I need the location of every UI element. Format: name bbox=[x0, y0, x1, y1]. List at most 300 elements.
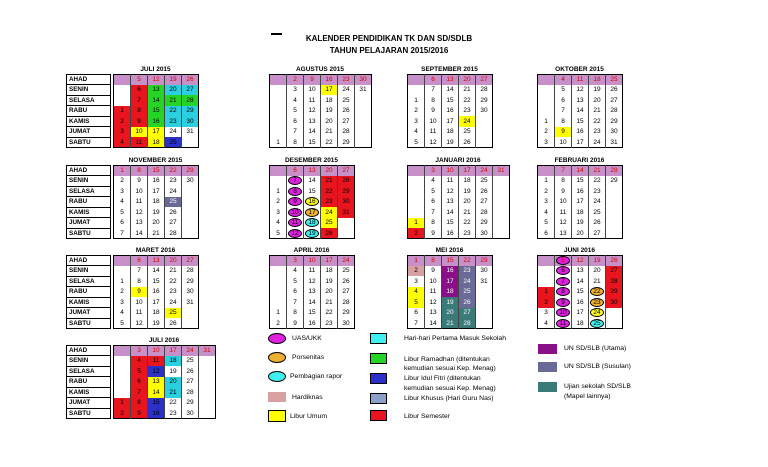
date-cell: 25 bbox=[165, 137, 182, 148]
date-cell bbox=[199, 366, 216, 377]
date-cell bbox=[304, 207, 321, 218]
date-cell: 24 bbox=[338, 256, 355, 266]
date-cell: 1 bbox=[270, 186, 287, 197]
date-cell: 23 bbox=[589, 127, 606, 138]
date-cell: 12 bbox=[131, 318, 148, 329]
date-cell: 6 bbox=[131, 85, 148, 96]
date-cell: 12 bbox=[304, 276, 321, 287]
date-cell: 16 bbox=[148, 287, 165, 298]
date-oval: 16 bbox=[305, 197, 319, 206]
date-cell: 17 bbox=[321, 256, 338, 266]
date-cell: 23 bbox=[321, 197, 338, 208]
date-cell: 14 bbox=[148, 266, 165, 277]
date-cell: 27 bbox=[476, 197, 493, 208]
date-cell: 18 bbox=[321, 95, 338, 106]
date-cell: 29 bbox=[476, 218, 493, 229]
porseni-swatch-icon bbox=[268, 352, 286, 363]
date-cell: 3 bbox=[538, 308, 555, 319]
date-cell: 13 bbox=[131, 218, 148, 229]
date-cell: 26 bbox=[182, 366, 199, 377]
date-cell: 29 bbox=[338, 186, 355, 197]
date-cell: 27 bbox=[606, 266, 623, 277]
date-cell bbox=[555, 287, 572, 298]
legend-ramadhan-2: kemudian sesuai Kep. Menag) bbox=[404, 365, 496, 372]
day-name: RABU bbox=[67, 197, 111, 208]
date-cell: 31 bbox=[493, 166, 510, 176]
date-cell: 15 bbox=[442, 95, 459, 106]
date-cell: 16 bbox=[148, 176, 165, 187]
date-cell: 21 bbox=[321, 176, 338, 187]
date-cell: 4 bbox=[114, 308, 131, 319]
date-oval: 10 bbox=[556, 308, 570, 317]
date-cell: 22 bbox=[459, 95, 476, 106]
date-cell: 3 bbox=[538, 197, 555, 208]
date-cell bbox=[182, 137, 199, 148]
khusus-swatch-icon bbox=[370, 393, 387, 404]
date-cell: 26 bbox=[459, 297, 476, 308]
month-grid bbox=[113, 345, 216, 419]
date-cell: 27 bbox=[610, 96, 618, 104]
day-names-column bbox=[66, 335, 111, 419]
date-cell: 22 bbox=[321, 308, 338, 319]
date-cell: 11 bbox=[425, 127, 442, 138]
month-title: JANUARI 2016 bbox=[435, 157, 481, 164]
date-oval: 11 bbox=[288, 218, 302, 227]
date-oval: 19 bbox=[305, 229, 319, 238]
date-oval: 17 bbox=[305, 208, 319, 217]
date-cell: 20 bbox=[572, 228, 589, 239]
date-cell: 9 bbox=[131, 408, 148, 419]
date-cell: 3 bbox=[270, 207, 287, 218]
date-cell: 26 bbox=[165, 318, 182, 329]
date-cell: 27 bbox=[182, 377, 199, 388]
date-cell: 4 bbox=[114, 197, 131, 208]
date-cell: 9 bbox=[425, 266, 442, 277]
date-cell: 19 bbox=[165, 75, 182, 85]
date-cell bbox=[493, 207, 510, 218]
date-cell: 16 bbox=[572, 186, 589, 197]
date-cell: 17 bbox=[148, 297, 165, 308]
date-cell: 9 bbox=[304, 75, 321, 85]
date-cell: 7 bbox=[425, 207, 442, 218]
ramadhan-swatch-icon bbox=[370, 353, 387, 364]
date-oval: 18 bbox=[305, 218, 319, 227]
date-cell bbox=[408, 197, 425, 208]
day-name: KAMIS bbox=[67, 116, 111, 127]
month-title: OKTOBER 2015 bbox=[555, 66, 604, 73]
date-cell: 17 bbox=[321, 85, 338, 96]
date-cell: 15 bbox=[442, 256, 459, 266]
day-names-column bbox=[66, 155, 111, 239]
date-cell: 2 bbox=[270, 197, 287, 208]
date-cell: 29 bbox=[186, 277, 194, 285]
date-oval: 10 bbox=[288, 208, 302, 217]
day-name: SENIN bbox=[67, 85, 111, 96]
date-cell: 1 bbox=[270, 137, 287, 148]
un-utama-swatch-icon bbox=[538, 344, 557, 354]
date-cell: 28 bbox=[606, 166, 623, 176]
day-name: SELASA bbox=[67, 276, 111, 287]
date-cell: 28 bbox=[480, 86, 488, 94]
date-cell: 7 bbox=[131, 266, 148, 277]
day-name: SELASA bbox=[67, 186, 111, 197]
uas-swatch-icon bbox=[268, 333, 286, 344]
date-cell bbox=[270, 166, 287, 176]
date-cell bbox=[555, 297, 572, 308]
date-cell: 27 bbox=[165, 218, 182, 229]
date-cell: 22 bbox=[589, 176, 606, 187]
date-cell: 14 bbox=[572, 276, 589, 287]
date-oval: 8 bbox=[556, 287, 570, 296]
date-cell: 3 bbox=[114, 127, 131, 138]
date-cell bbox=[114, 377, 131, 388]
date-cell: 24 bbox=[459, 116, 476, 127]
day-name: JUMAT bbox=[67, 127, 111, 138]
page-title bbox=[0, 33, 768, 57]
date-cell: 2 bbox=[270, 318, 287, 329]
date-cell: 9 bbox=[131, 287, 148, 298]
date-cell: 2 bbox=[408, 106, 425, 117]
date-cell: 14 bbox=[304, 127, 321, 138]
date-cell: 6 bbox=[287, 287, 304, 298]
date-cell bbox=[493, 176, 510, 187]
date-cell bbox=[199, 398, 216, 409]
date-cell: 18 bbox=[442, 287, 459, 298]
date-cell: 29 bbox=[480, 96, 488, 104]
date-cell: 2 bbox=[114, 116, 131, 127]
date-cell: 2 bbox=[538, 127, 555, 138]
date-cell: 1 bbox=[408, 218, 425, 229]
date-cell bbox=[476, 308, 493, 319]
date-cell bbox=[476, 318, 493, 329]
date-cell: 24 bbox=[589, 137, 606, 148]
date-cell: 15 bbox=[572, 176, 589, 187]
date-cell: 13 bbox=[442, 75, 459, 85]
date-cell: 19 bbox=[148, 318, 165, 329]
date-oval: 9 bbox=[556, 298, 570, 307]
date-cell: 25 bbox=[321, 218, 338, 229]
date-cell bbox=[355, 95, 372, 106]
date-cell: 19 bbox=[589, 256, 606, 266]
date-cell: 22 bbox=[321, 137, 338, 148]
date-cell bbox=[270, 106, 287, 117]
date-cell: 21 bbox=[321, 127, 338, 138]
date-cell: 5 bbox=[131, 366, 148, 377]
date-cell: 3 bbox=[408, 116, 425, 127]
date-cell bbox=[287, 228, 304, 239]
date-cell: 6 bbox=[408, 308, 425, 319]
date-cell: 2 bbox=[287, 75, 304, 85]
date-cell bbox=[287, 207, 304, 218]
month-title: FEBRUARI 2016 bbox=[554, 157, 605, 164]
date-cell: 17 bbox=[148, 127, 165, 138]
date-cell: 4 bbox=[131, 356, 148, 367]
day-name: RABU bbox=[67, 287, 111, 298]
date-cell: 10 bbox=[555, 197, 572, 208]
date-cell bbox=[199, 377, 216, 388]
date-cell bbox=[589, 308, 606, 319]
month-grid bbox=[269, 255, 355, 329]
date-cell: 15 bbox=[148, 398, 165, 409]
date-cell bbox=[555, 276, 572, 287]
date-cell: 2 bbox=[408, 266, 425, 277]
date-cell: 13 bbox=[555, 228, 572, 239]
date-cell: 25 bbox=[589, 207, 606, 218]
date-cell bbox=[408, 176, 425, 187]
date-cell bbox=[114, 256, 131, 266]
date-cell: 4 bbox=[408, 127, 425, 138]
date-cell bbox=[287, 197, 304, 208]
date-cell: 30 bbox=[186, 177, 194, 185]
date-cell: 26 bbox=[459, 137, 476, 148]
title-line2: TAHUN PELAJARAN 2015/2016 bbox=[329, 46, 449, 55]
date-cell: 16 bbox=[572, 297, 589, 308]
date-cell: 14 bbox=[572, 166, 589, 176]
date-cell: 15 bbox=[304, 137, 321, 148]
day-name: SENIN bbox=[67, 266, 111, 277]
date-cell: 15 bbox=[442, 218, 459, 229]
date-cell bbox=[114, 366, 131, 377]
date-cell: 27 bbox=[476, 75, 493, 85]
date-cell bbox=[476, 116, 493, 127]
date-cell: 20 bbox=[321, 166, 338, 176]
date-cell: 21 bbox=[165, 387, 182, 398]
date-cell: 12 bbox=[148, 366, 165, 377]
date-cell bbox=[606, 318, 623, 329]
date-cell: 31 bbox=[186, 298, 194, 306]
date-oval: 22 bbox=[590, 287, 604, 296]
date-cell: 23 bbox=[165, 116, 182, 127]
date-cell bbox=[199, 408, 216, 419]
month-grid bbox=[113, 255, 199, 329]
day-name: SABTU bbox=[67, 318, 111, 329]
day-names-column bbox=[66, 245, 111, 329]
date-cell bbox=[270, 85, 287, 96]
date-cell: 25 bbox=[182, 356, 199, 367]
date-cell: 6 bbox=[287, 166, 304, 176]
date-cell bbox=[270, 276, 287, 287]
date-cell: 15 bbox=[148, 166, 165, 176]
date-cell: 24 bbox=[165, 297, 182, 308]
date-cell: 13 bbox=[148, 85, 165, 96]
date-cell: 6 bbox=[287, 116, 304, 127]
date-cell: 20 bbox=[589, 95, 606, 106]
date-cell: 17 bbox=[442, 116, 459, 127]
date-cell: 21 bbox=[589, 166, 606, 176]
date-cell: 1 bbox=[114, 106, 131, 117]
date-cell bbox=[538, 106, 555, 117]
date-cell: 5 bbox=[287, 276, 304, 287]
hardiknas-swatch-icon bbox=[268, 392, 286, 402]
date-cell: 14 bbox=[572, 106, 589, 117]
month-title: DESEMBER 2015 bbox=[284, 157, 339, 164]
date-cell: 10 bbox=[304, 256, 321, 266]
date-cell: 1 bbox=[538, 176, 555, 187]
date-oval: 25 bbox=[590, 319, 604, 328]
date-cell: 20 bbox=[148, 218, 165, 229]
date-cell: 30 bbox=[480, 267, 488, 275]
date-cell: 19 bbox=[442, 297, 459, 308]
date-cell bbox=[199, 356, 216, 367]
legend-rapor: Pembagian rapor bbox=[290, 373, 343, 380]
date-cell bbox=[589, 287, 606, 298]
date-oval: 24 bbox=[590, 308, 604, 317]
date-cell: 13 bbox=[572, 95, 589, 106]
day-name: RABU bbox=[67, 106, 111, 117]
legend-libur-umum: Libur Umum bbox=[290, 413, 328, 420]
date-cell: 4 bbox=[408, 287, 425, 298]
date-cell: 22 bbox=[459, 256, 476, 266]
date-cell: 21 bbox=[165, 95, 182, 106]
date-cell: 12 bbox=[304, 106, 321, 117]
date-cell: 3 bbox=[538, 137, 555, 148]
date-cell: 25 bbox=[338, 95, 355, 106]
date-cell: 9 bbox=[131, 176, 148, 187]
month-grid bbox=[537, 165, 623, 239]
date-cell bbox=[270, 95, 287, 106]
date-cell: 17 bbox=[572, 137, 589, 148]
date-cell: 20 bbox=[459, 75, 476, 85]
date-cell: 22 bbox=[165, 276, 182, 287]
date-cell: 26 bbox=[606, 256, 623, 266]
date-cell: 2 bbox=[408, 228, 425, 239]
date-cell: 26 bbox=[610, 86, 618, 94]
date-cell: 19 bbox=[442, 137, 459, 148]
date-cell: 18 bbox=[572, 207, 589, 218]
date-cell: 3 bbox=[114, 297, 131, 308]
date-cell: 18 bbox=[442, 127, 459, 138]
date-oval: 11 bbox=[556, 319, 570, 328]
date-cell: 24 bbox=[321, 207, 338, 218]
legend-hari-pertama: Hari-hari Pertama Masuk Sekolah bbox=[404, 335, 506, 342]
date-cell bbox=[182, 207, 199, 218]
date-cell: 5 bbox=[114, 207, 131, 218]
date-cell: 3 bbox=[287, 85, 304, 96]
date-cell: 15 bbox=[148, 276, 165, 287]
date-cell: 21 bbox=[148, 228, 165, 239]
date-cell bbox=[476, 297, 493, 308]
date-cell: 12 bbox=[572, 256, 589, 266]
date-cell: 7 bbox=[425, 85, 442, 96]
date-cell bbox=[555, 256, 572, 266]
date-cell: 23 bbox=[165, 408, 182, 419]
date-oval: 6 bbox=[556, 266, 570, 275]
date-cell bbox=[493, 197, 510, 208]
date-cell: 27 bbox=[182, 85, 199, 96]
date-cell bbox=[408, 207, 425, 218]
date-cell: 30 bbox=[186, 288, 194, 296]
date-cell: 28 bbox=[182, 95, 199, 106]
date-cell: 8 bbox=[425, 256, 442, 266]
date-cell: 5 bbox=[114, 318, 131, 329]
date-cell: 4 bbox=[114, 137, 131, 148]
date-cell: 14 bbox=[425, 318, 442, 329]
date-cell: 3 bbox=[114, 186, 131, 197]
day-name: SABTU bbox=[67, 137, 111, 148]
date-cell: 19 bbox=[459, 186, 476, 197]
date-cell bbox=[199, 387, 216, 398]
date-cell bbox=[114, 75, 131, 85]
date-cell: 9 bbox=[555, 186, 572, 197]
date-cell: 10 bbox=[304, 85, 321, 96]
date-cell: 9 bbox=[425, 106, 442, 117]
date-oval: 7 bbox=[288, 176, 302, 185]
date-cell: 13 bbox=[304, 116, 321, 127]
date-cell bbox=[114, 266, 131, 277]
date-cell bbox=[304, 197, 321, 208]
date-cell: 1 bbox=[114, 166, 131, 176]
date-cell bbox=[114, 85, 131, 96]
date-cell: 30 bbox=[338, 197, 355, 208]
date-cell: 29 bbox=[606, 287, 623, 298]
date-cell bbox=[114, 346, 131, 356]
date-cell: 10 bbox=[442, 166, 459, 176]
date-cell: 22 bbox=[165, 398, 182, 409]
date-cell: 23 bbox=[589, 186, 606, 197]
month-grid bbox=[269, 74, 372, 148]
date-cell: 29 bbox=[610, 117, 618, 125]
date-cell: 21 bbox=[589, 106, 606, 117]
date-cell: 4 bbox=[270, 218, 287, 229]
legend-ujian-1: Ujian sekolah SD/SLB bbox=[564, 383, 631, 390]
date-cell bbox=[538, 166, 555, 176]
date-cell: 27 bbox=[459, 308, 476, 319]
date-cell: 28 bbox=[342, 298, 350, 306]
date-cell bbox=[538, 75, 555, 85]
date-cell: 29 bbox=[610, 177, 618, 185]
date-cell: 26 bbox=[476, 186, 493, 197]
date-cell: 13 bbox=[572, 266, 589, 277]
date-cell: 31 bbox=[186, 128, 194, 136]
date-cell: 18 bbox=[459, 176, 476, 187]
date-cell: 4 bbox=[425, 176, 442, 187]
date-cell: 12 bbox=[442, 186, 459, 197]
date-cell: 15 bbox=[572, 287, 589, 298]
day-name: JUMAT bbox=[67, 308, 111, 319]
date-cell: 26 bbox=[182, 75, 199, 85]
date-cell: 9 bbox=[287, 318, 304, 329]
day-name: JUMAT bbox=[67, 218, 111, 229]
legend-ramadhan-1: Libur Ramadhan (ditentukan bbox=[404, 356, 490, 363]
date-cell: 30 bbox=[606, 297, 623, 308]
date-cell: 21 bbox=[589, 276, 606, 287]
date-cell: 3 bbox=[131, 346, 148, 356]
date-cell: 10 bbox=[148, 346, 165, 356]
date-cell: 24 bbox=[476, 166, 493, 176]
date-cell: 14 bbox=[148, 387, 165, 398]
date-cell: 31 bbox=[199, 346, 216, 356]
date-cell: 19 bbox=[572, 218, 589, 229]
day-name: SELASA bbox=[67, 95, 111, 106]
date-cell: 18 bbox=[589, 75, 606, 85]
date-cell: 9 bbox=[425, 228, 442, 239]
month-grid bbox=[407, 165, 510, 239]
legend-un-susulan: UN SD/SLB (Susulan) bbox=[564, 363, 631, 370]
date-cell: 28 bbox=[610, 107, 618, 115]
date-cell: 14 bbox=[148, 95, 165, 106]
date-cell: 17 bbox=[459, 166, 476, 176]
date-cell: 29 bbox=[476, 256, 493, 266]
date-cell: 23 bbox=[165, 176, 182, 187]
date-cell: 24 bbox=[459, 276, 476, 287]
date-cell bbox=[270, 266, 287, 277]
date-cell: 6 bbox=[425, 197, 442, 208]
date-cell bbox=[589, 297, 606, 308]
date-cell bbox=[606, 218, 623, 229]
date-cell: 8 bbox=[131, 276, 148, 287]
date-cell bbox=[338, 218, 355, 229]
date-cell: 4 bbox=[555, 75, 572, 85]
